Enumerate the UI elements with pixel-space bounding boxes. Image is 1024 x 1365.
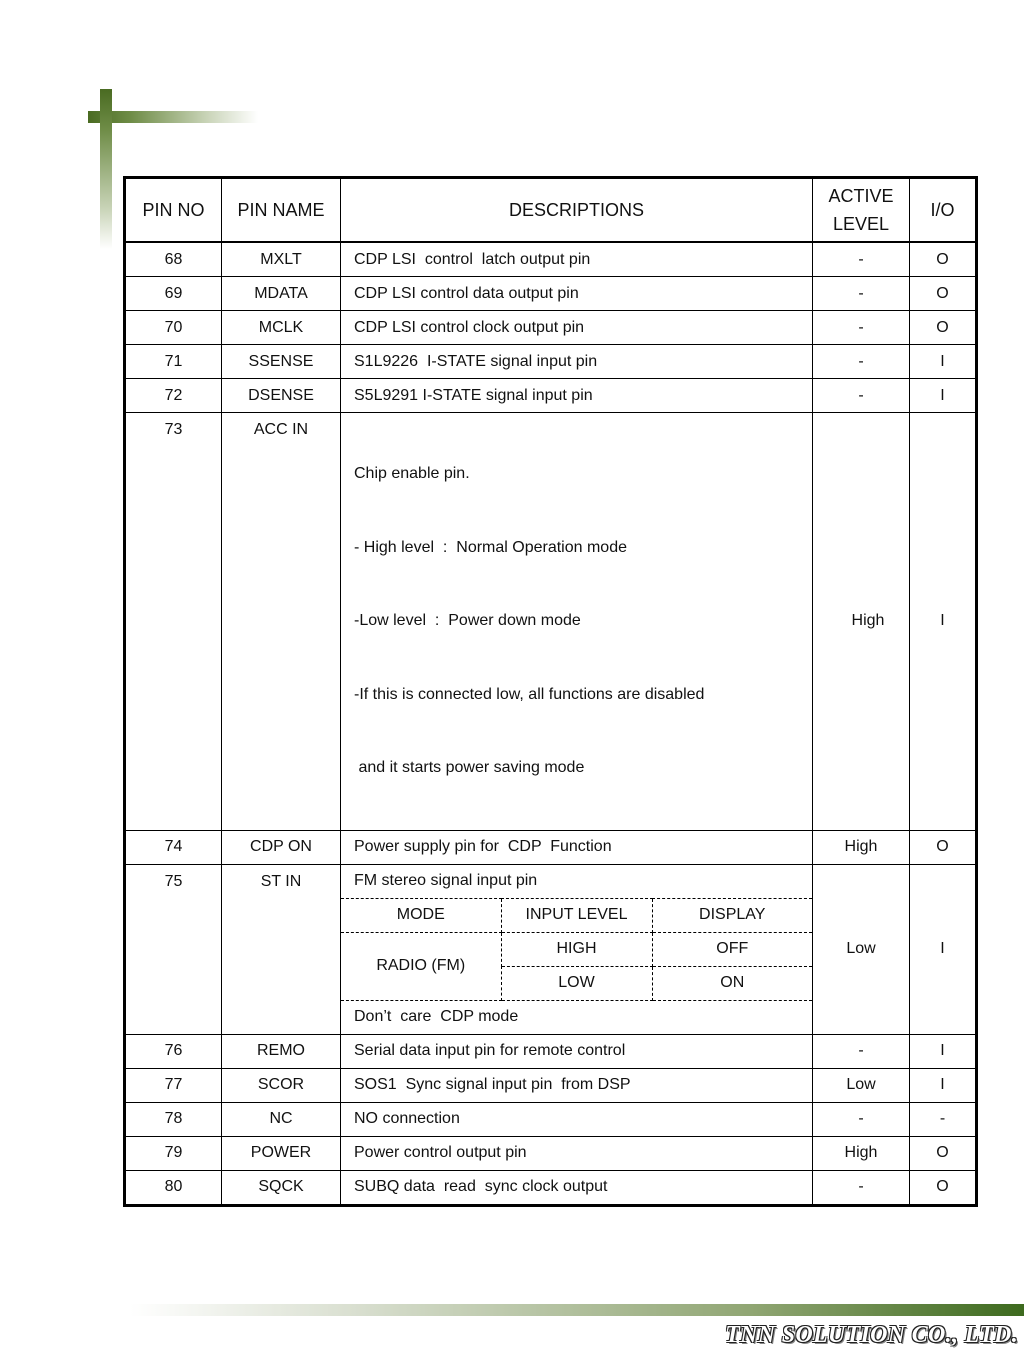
- table-row: [125, 1136, 977, 1170]
- cell-active-level: High: [813, 1136, 910, 1170]
- cell-pin-no: 72: [125, 379, 222, 413]
- cell-pin-no: 79: [125, 1136, 222, 1170]
- cell-io: O: [910, 1136, 977, 1170]
- cell-io: I: [910, 379, 977, 413]
- cell-io: -: [910, 1102, 977, 1136]
- cell-io: O: [910, 311, 977, 345]
- sub-mode-radio-fm: RADIO (FM): [341, 932, 501, 1000]
- cell-pin-name: MXLT: [222, 242, 341, 277]
- table-row: [125, 379, 977, 413]
- st-in-description: FM stereo signal input pin: [341, 865, 812, 899]
- cell-io: I: [910, 1068, 977, 1102]
- cell-active-level: -: [813, 1034, 910, 1068]
- cell-pin-name: SQCK: [222, 1170, 341, 1205]
- header-active-level-line2: LEVEL: [832, 214, 890, 234]
- table-row: [125, 413, 977, 831]
- cell-io: O: [910, 277, 977, 311]
- table-row: [125, 1068, 977, 1102]
- cell-pin-name: ST IN: [222, 864, 341, 1034]
- cell-active-level: Low: [813, 1068, 910, 1102]
- cell-active-level: High: [813, 830, 910, 864]
- cell-description: Power supply pin for CDP Function: [341, 830, 813, 864]
- cell-pin-name: MCLK: [222, 311, 341, 345]
- cell-pin-no: 75: [125, 864, 222, 1034]
- cell-description: NO connection: [341, 1102, 813, 1136]
- cell-pin-no: 76: [125, 1034, 222, 1068]
- cell-pin-name: NC: [222, 1102, 341, 1136]
- cell-pin-name: MDATA: [222, 277, 341, 311]
- cell-io: I: [910, 345, 977, 379]
- header-io: I/O: [910, 178, 977, 243]
- sub-header-input-level: INPUT LEVEL: [501, 898, 652, 932]
- cell-description: Power control output pin: [341, 1136, 813, 1170]
- header-pin-no: PIN NO: [125, 178, 222, 243]
- cell-description: CDP LSI control clock output pin: [341, 311, 813, 345]
- cell-active-level: -: [813, 1102, 910, 1136]
- cell-pin-no: 71: [125, 345, 222, 379]
- cell-pin-no: 77: [125, 1068, 222, 1102]
- sub-display: ON: [652, 966, 812, 1000]
- cell-active-level: -: [813, 345, 910, 379]
- cell-pin-name: SCOR: [222, 1068, 341, 1102]
- description-line: - High level : Normal Operation mode: [354, 538, 627, 556]
- cell-description: CDP LSI control latch output pin: [341, 242, 813, 277]
- cell-pin-name: DSENSE: [222, 379, 341, 413]
- cell-active-level: High: [813, 413, 910, 831]
- cell-active-level: -: [813, 379, 910, 413]
- description-line: and it starts power saving mode: [354, 759, 585, 776]
- cell-description: S5L9291 I-STATE signal input pin: [341, 379, 813, 413]
- cell-io: I: [910, 864, 977, 1034]
- cell-description: CDP LSI control data output pin: [341, 277, 813, 311]
- header-active-level: [813, 178, 910, 243]
- cell-pin-no: 78: [125, 1102, 222, 1136]
- footer-gradient-bar: [130, 1304, 1024, 1316]
- cell-pin-name: ACC IN: [222, 413, 341, 831]
- description-line: Chip enable pin.: [354, 465, 470, 482]
- cell-description: S1L9226 I-STATE signal input pin: [341, 345, 813, 379]
- table-header-row: [125, 178, 977, 243]
- cell-description: SOS1 Sync signal input pin from DSP: [341, 1068, 813, 1102]
- corner-decoration-vertical: [100, 89, 112, 249]
- sub-header-display: DISPLAY: [652, 898, 812, 932]
- pin-description-table: [123, 176, 978, 1207]
- sub-display: OFF: [652, 932, 812, 966]
- cell-description: SUBQ data read sync clock output: [341, 1170, 813, 1205]
- header-active-level-line1: ACTIVE: [828, 186, 894, 206]
- sub-header-mode: MODE: [341, 898, 501, 932]
- cell-io: O: [910, 242, 977, 277]
- cell-description: [341, 864, 813, 1034]
- cell-active-level: Low: [813, 864, 910, 1034]
- cell-pin-no: 69: [125, 277, 222, 311]
- st-in-description-bottom: Don’t care CDP mode: [354, 1008, 519, 1025]
- cell-io: O: [910, 830, 977, 864]
- cell-pin-name: SSENSE: [222, 345, 341, 379]
- header-pin-name: PIN NAME: [222, 178, 341, 243]
- header-descriptions: DESCRIPTIONS: [341, 178, 813, 243]
- st-in-mode-table: [341, 865, 812, 1034]
- sub-input-level: LOW: [501, 966, 652, 1000]
- cell-active-level: -: [813, 277, 910, 311]
- cell-pin-name: CDP ON: [222, 830, 341, 864]
- company-name: TNN SOLUTION CO., LTD.: [725, 1322, 1018, 1348]
- cell-active-level: -: [813, 242, 910, 277]
- cell-description: Serial data input pin for remote control: [341, 1034, 813, 1068]
- cell-pin-no: 68: [125, 242, 222, 277]
- table-row: [125, 242, 977, 277]
- table-row: [125, 864, 977, 1034]
- cell-active-level: -: [813, 311, 910, 345]
- cell-pin-no: 80: [125, 1170, 222, 1205]
- table-row: [125, 277, 977, 311]
- cell-io: I: [910, 413, 977, 831]
- cell-pin-name: POWER: [222, 1136, 341, 1170]
- cell-pin-no: 73: [125, 413, 222, 831]
- description-line: -If this is connected low, all functions are disabled: [354, 685, 705, 703]
- cell-description: [341, 413, 813, 831]
- table-row: [125, 830, 977, 864]
- table-row: [125, 1102, 977, 1136]
- table-row: [125, 1034, 977, 1068]
- table-row: [125, 1170, 977, 1205]
- cell-io: I: [910, 1034, 977, 1068]
- corner-decoration-horizontal: [88, 111, 258, 123]
- table-row: [125, 345, 977, 379]
- cell-pin-no: 70: [125, 311, 222, 345]
- cell-io: O: [910, 1170, 977, 1205]
- cell-pin-name: REMO: [222, 1034, 341, 1068]
- sub-input-level: HIGH: [501, 932, 652, 966]
- table-row: [125, 311, 977, 345]
- description-line: -Low level : Power down mode: [354, 612, 581, 629]
- cell-pin-no: 74: [125, 830, 222, 864]
- cell-active-level: -: [813, 1170, 910, 1205]
